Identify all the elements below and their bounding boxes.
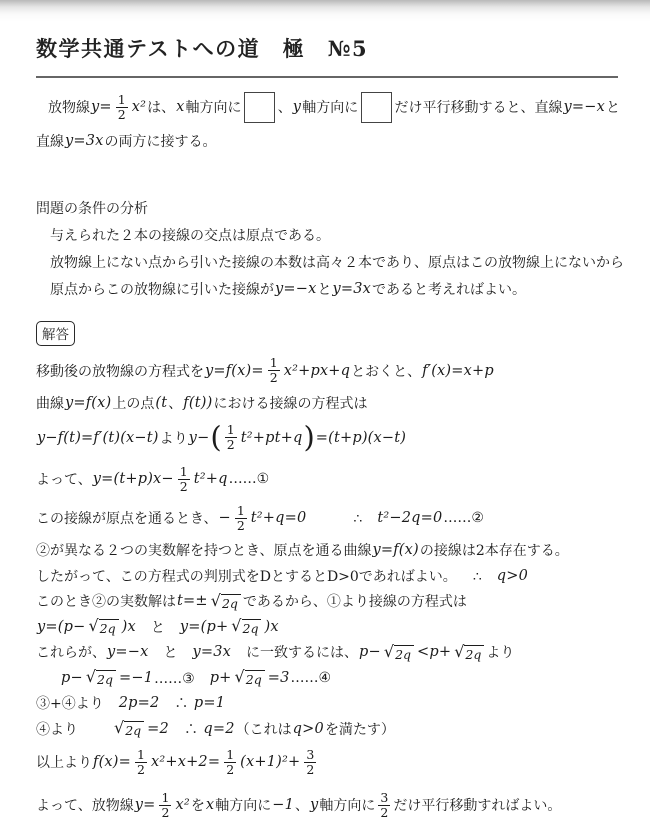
fraction-numerator: 1 (161, 789, 170, 805)
radical-sign: √ (210, 590, 221, 610)
math-run: q=2 (203, 720, 235, 737)
math-run: y=f(x) (372, 542, 419, 559)
text-run: ②が異なる２つの実数解を持つとき、原点を通る曲線 (36, 543, 372, 560)
math-run: t²−2q=0 (377, 510, 443, 526)
text-run: 移動後の放物線の方程式を (36, 363, 204, 380)
math-run: =2 (147, 720, 169, 737)
math-run: (x+1)²+ (240, 754, 301, 770)
fraction-denominator: 2 (380, 804, 389, 820)
formula-line (36, 691, 620, 717)
fraction (135, 748, 147, 777)
math-run: t²+q (193, 471, 228, 487)
analysis-section (36, 195, 624, 302)
text-run: この接線が原点を通るとき、 (36, 511, 218, 527)
analysis-body (36, 221, 624, 302)
text-run: とおくと、 (351, 363, 422, 380)
text-run: ……④ (290, 669, 332, 686)
math-run: f(t)) (183, 394, 213, 411)
radicand: 2q (96, 670, 116, 687)
math-run: y=(p− (37, 618, 86, 635)
math-run: y (292, 99, 302, 115)
math-run: (t (155, 394, 168, 411)
radical-sign: √ (234, 667, 245, 687)
formula-line (36, 640, 620, 666)
math-run: x (176, 99, 185, 115)
math-run: y=(p+ (179, 618, 229, 635)
formula-line (36, 589, 620, 615)
text-run: を満たす） (324, 721, 395, 738)
text-run: 、 (168, 395, 183, 412)
formula-line (36, 127, 620, 155)
text-run: と (605, 100, 620, 116)
fraction-numerator: 1 (226, 746, 235, 762)
text-run: より (159, 430, 188, 447)
sqrt-expression (211, 592, 241, 611)
fraction (225, 423, 237, 452)
text-run: ④より (36, 721, 78, 738)
text-run: ∴ (353, 511, 377, 527)
math-run: y=−x (275, 280, 317, 297)
text-run: を (190, 798, 205, 814)
sqrt-expression (86, 668, 116, 687)
formula-line (36, 783, 620, 820)
formula-line (36, 499, 620, 538)
text-run: したがって、この方程式の判別式をDとするとD>0であればよい。 (36, 568, 457, 585)
math-run: =−1 (119, 669, 154, 686)
math-run: y=3x (192, 644, 232, 661)
paren: ( (210, 420, 222, 455)
sqrt-expression (88, 617, 118, 636)
text-run: 曲線 (36, 395, 64, 412)
fraction (178, 465, 190, 494)
formula-line (36, 538, 620, 564)
math-run: )x (121, 618, 136, 635)
radical-sign: √ (231, 616, 242, 636)
formula-line (36, 460, 620, 499)
math-run: x²+x+2= (150, 754, 221, 770)
text-run: は、 (147, 100, 176, 116)
text-run: ……③ (154, 670, 209, 687)
radicand: 2q (221, 594, 241, 611)
fraction (116, 93, 128, 122)
text-run: 与えられた２本の接線の交点は原点である。 (50, 227, 330, 244)
formula-line (36, 742, 620, 783)
math-run: − (218, 510, 231, 526)
math-run: q>0 (496, 567, 528, 584)
text-run: これらが、 (36, 645, 106, 662)
math-run: p+ (209, 669, 232, 686)
text-run: よって、 (36, 472, 92, 488)
math-run: p=1 (193, 695, 226, 712)
fraction (304, 748, 316, 777)
text-run: だけ平行移動すると、直線 (394, 100, 563, 116)
text-run: ……② (443, 510, 484, 526)
radical-sign: √ (383, 641, 395, 661)
math-run: x (205, 797, 215, 813)
math-run: x² (175, 797, 190, 813)
text-run: の接線は2本存在する。 (419, 543, 569, 560)
fraction (268, 356, 280, 385)
problem-statement (36, 87, 620, 155)
math-run: p− (61, 669, 83, 686)
fraction-denominator: 2 (137, 761, 145, 777)
math-run: <p+ (417, 644, 452, 661)
math-run: y=3x (332, 280, 372, 297)
math-run: t²+q=0 (250, 510, 307, 526)
text-run: 軸方向に (185, 100, 242, 116)
text-run: と (149, 645, 192, 662)
text-run: 放物線上にない点から引いた接線の本数は高々２本であり、原点はこの放物線上にないから (50, 254, 624, 271)
sqrt-expression (114, 719, 144, 738)
formula-line (36, 248, 624, 275)
fraction-numerator: 1 (179, 463, 188, 479)
text-run: 、 (277, 100, 292, 116)
fraction (235, 504, 247, 533)
sqrt-expression (384, 643, 414, 662)
radicand: 2q (124, 721, 144, 738)
radicand: 2q (464, 645, 484, 662)
fraction-denominator: 2 (161, 804, 170, 820)
text-run: と (136, 619, 179, 636)
formula-line (36, 351, 620, 390)
math-run: f′(x)=x+p (422, 362, 494, 379)
fraction-numerator: 1 (269, 355, 278, 371)
formula-line (36, 221, 620, 248)
fraction-numerator: 1 (236, 502, 245, 518)
sqrt-expression (231, 617, 261, 636)
fraction (378, 791, 390, 820)
math-run: y= (134, 797, 156, 813)
math-run: y (310, 797, 319, 813)
text-run: より (486, 645, 515, 662)
solution-body (36, 351, 620, 820)
solution-label: 解答 (36, 321, 75, 346)
formula-line (36, 390, 620, 416)
fraction-numerator: 1 (226, 422, 235, 438)
text-run: だけ平行移動すればよい。 (393, 798, 562, 814)
math-run: y=−x (107, 644, 149, 661)
radicand: 2q (394, 645, 414, 662)
text-run: であると考えればよい。 (372, 281, 527, 298)
text-run: ∴ (472, 568, 496, 585)
math-run: −1 (272, 797, 294, 813)
math-run: =(t+p)(x−t) (315, 429, 407, 446)
math-run: y=(t+p)x− (92, 471, 174, 487)
fraction-denominator: 2 (306, 761, 315, 777)
math-run: f(x)= (93, 754, 132, 770)
fraction-numerator: 3 (380, 789, 389, 805)
math-run: y− (188, 429, 210, 446)
math-run: y−f(t)=f′(t)(x−t) (37, 429, 159, 446)
text-run: ∴ (169, 721, 203, 738)
math-run: y=f(x)= (205, 362, 264, 379)
formula-line (36, 716, 620, 742)
math-run: p− (359, 644, 381, 661)
fraction-numerator: 3 (306, 746, 315, 762)
text-run: 上の点 (112, 395, 155, 412)
analysis-heading: 問題の条件の分析 (36, 201, 148, 217)
text-run: ③+④より (36, 696, 118, 713)
text-run: （これは (235, 721, 292, 738)
solution-section (36, 321, 620, 820)
radical-sign: √ (85, 667, 97, 687)
text-run: このとき②の実数解は (36, 594, 176, 611)
formula-line (36, 275, 620, 302)
radical-sign: √ (454, 641, 465, 661)
fraction-denominator: 2 (117, 106, 126, 122)
math-run: =3 (267, 669, 290, 686)
text-run: であるから、①より接線の方程式は (242, 594, 467, 611)
radicand: 2q (245, 670, 265, 687)
fraction-numerator: 1 (117, 91, 126, 107)
math-run: x² (131, 99, 147, 115)
formula-line (36, 87, 620, 127)
fraction-denominator: 2 (269, 370, 278, 385)
text-run: ……① (228, 471, 270, 487)
fraction (224, 748, 236, 777)
math-run: y=3x (65, 133, 104, 149)
text-run: 以上より (36, 755, 92, 771)
radicand: 2q (242, 619, 262, 636)
fraction-denominator: 2 (179, 478, 188, 494)
math-run: 2p=2 (118, 695, 160, 712)
text-run: における接線の方程式は (213, 395, 368, 412)
text-run: 軸方向に (302, 100, 359, 116)
text-run: 原点からこの放物線に引いた接線が (50, 281, 274, 298)
paren: ) (303, 420, 315, 455)
text-run: 軸方向に (215, 798, 272, 814)
formula-line (36, 416, 620, 460)
sqrt-expression (235, 668, 265, 687)
sqrt-expression (454, 643, 484, 662)
page-title: 数学共通テストへの道 極 №5 (36, 36, 369, 61)
math-run: y=−x (563, 99, 605, 115)
math-run: t²+pt+q (240, 429, 303, 446)
radicand: 2q (99, 619, 119, 636)
answer-box (244, 92, 274, 123)
title-rule (36, 76, 618, 78)
fraction-denominator: 2 (226, 761, 235, 777)
math-run: y= (91, 99, 112, 115)
text-run: よって、放物線 (36, 798, 134, 814)
fraction-denominator: 2 (226, 437, 235, 452)
answer-box (361, 92, 391, 123)
fraction-denominator: 2 (236, 517, 245, 533)
radical-sign: √ (114, 718, 125, 738)
text-run: の両方に接する。 (104, 134, 217, 150)
math-run: )x (264, 618, 279, 635)
fraction (159, 791, 171, 820)
radical-sign: √ (88, 616, 99, 636)
text-run: 、 (295, 798, 309, 814)
math-run: q>0 (292, 720, 324, 737)
text-run: 軸方向に (319, 798, 376, 814)
formula-line (36, 563, 620, 589)
formula-line (36, 665, 620, 691)
text-run: に一致するには、 (232, 645, 359, 662)
math-run: t=± (177, 593, 208, 610)
text-run: 放物線 (48, 100, 90, 116)
text-run: 直線 (36, 134, 64, 150)
text-run: ∴ (160, 696, 193, 713)
fraction-numerator: 1 (137, 746, 145, 762)
formula-line (36, 614, 620, 640)
text-run: と (317, 281, 332, 298)
math-run: y=f(x) (65, 394, 112, 411)
math-run: x²+px+q (283, 362, 351, 379)
